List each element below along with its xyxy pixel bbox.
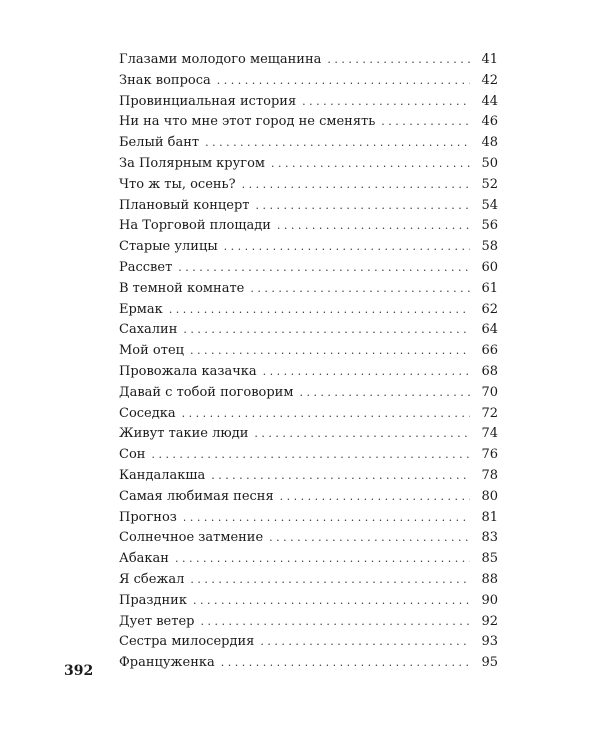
toc-entry-title: Ни на что мне этот город не сменять [119, 114, 376, 130]
toc-entry-page: 50 [481, 155, 498, 171]
dot-leader [269, 528, 470, 549]
dot-leader [182, 404, 470, 425]
dot-leader [255, 196, 470, 217]
table-of-contents [119, 50, 498, 674]
dot-leader [302, 92, 470, 113]
dot-leader [151, 445, 470, 466]
toc-entry-title: Ермак [119, 301, 163, 317]
toc-entry-title: Мой отец [119, 343, 185, 359]
toc-entry-page: 83 [481, 530, 498, 546]
dot-leader [200, 612, 470, 633]
toc-entry-page: 95 [481, 655, 498, 671]
toc-entry [119, 300, 498, 321]
toc-entry-page: 72 [481, 405, 498, 421]
toc-entry-title: Соседка [119, 405, 176, 421]
toc-entry [119, 445, 498, 466]
dot-leader [260, 632, 470, 653]
toc-entry [119, 612, 498, 633]
toc-entry-page: 52 [481, 176, 498, 192]
toc-entry [119, 133, 498, 154]
toc-entry-page: 90 [481, 592, 498, 608]
toc-entry-page: 74 [481, 426, 498, 442]
toc-entry-page: 70 [481, 384, 498, 400]
toc-entry [119, 424, 498, 445]
toc-entry-page: 93 [481, 634, 498, 650]
dot-leader [190, 570, 470, 591]
dot-leader [190, 341, 470, 362]
toc-entry [119, 71, 498, 92]
dot-leader [242, 175, 470, 196]
toc-entry [119, 508, 498, 529]
toc-entry-page: 88 [481, 571, 498, 587]
toc-entry-title: Плановый концерт [119, 197, 250, 213]
toc-entry-page: 41 [481, 52, 498, 67]
toc-entry [119, 175, 498, 196]
toc-entry [119, 50, 498, 71]
toc-entry [119, 549, 498, 570]
toc-entry-title: На Торговой площади [119, 218, 271, 234]
toc-entry-page: 68 [481, 363, 498, 379]
toc-entry-title: Давай с тобой поговорим [119, 384, 294, 400]
dot-leader [327, 50, 470, 71]
dot-leader [381, 112, 470, 133]
dot-leader [175, 549, 470, 570]
toc-entry-page: 44 [481, 93, 498, 109]
dot-leader [224, 237, 470, 258]
toc-entry-title: Солнечное затмение [119, 530, 264, 546]
toc-entry-title: Провожала казачка [119, 363, 257, 379]
toc-entry [119, 341, 498, 362]
toc-entry-page: 60 [481, 259, 498, 275]
toc-entry [119, 487, 498, 508]
dot-leader [217, 71, 470, 92]
toc-entry [119, 92, 498, 113]
dot-leader [178, 258, 470, 279]
dot-leader [263, 362, 470, 383]
page-number: 392 [64, 663, 94, 679]
dot-leader [211, 466, 470, 487]
dot-leader [254, 424, 470, 445]
toc-entry [119, 279, 498, 300]
toc-entry-title: Дует ветер [119, 613, 195, 629]
toc-entry-title: В темной комнате [119, 280, 245, 296]
toc-entry-title: Я сбежал [119, 571, 185, 587]
toc-entry-page: 58 [481, 239, 498, 255]
toc-entry-title: Что ж ты, осень? [119, 176, 236, 192]
toc-entry-page: 64 [481, 322, 498, 338]
toc-entry [119, 320, 498, 341]
toc-entry [119, 112, 498, 133]
toc-entry-title: Живут такие люди [119, 426, 249, 442]
toc-entry-page: 46 [481, 114, 498, 130]
toc-entry-title: За Полярным кругом [119, 155, 266, 171]
dot-leader [299, 383, 470, 404]
toc-entry [119, 653, 498, 674]
toc-entry [119, 591, 498, 612]
toc-entry-page: 85 [481, 551, 498, 567]
toc-entry [119, 404, 498, 425]
toc-entry-title: Самая любимая песня [119, 488, 274, 504]
toc-entry-title: Прогноз [119, 509, 177, 525]
toc-entry [119, 237, 498, 258]
toc-entry [119, 528, 498, 549]
toc-entry-title: Сестра милосердия [119, 634, 255, 650]
dot-leader [277, 216, 470, 237]
toc-entry-page: 48 [481, 135, 498, 151]
toc-entry [119, 632, 498, 653]
toc-entry-title: Сахалин [119, 322, 178, 338]
toc-entry-page: 56 [481, 218, 498, 234]
dot-leader [205, 133, 470, 154]
toc-entry [119, 258, 498, 279]
toc-entry-page: 81 [481, 509, 498, 525]
toc-entry-title: Старые улицы [119, 239, 218, 255]
dot-leader [193, 591, 470, 612]
toc-entry-page: 92 [481, 613, 498, 629]
dot-leader [221, 653, 470, 674]
toc-entry-title: Глазами молодого мещанина [119, 52, 322, 67]
toc-entry-title: Провинциальная история [119, 93, 297, 109]
toc-entry-page: 42 [481, 72, 498, 88]
toc-entry-page: 62 [481, 301, 498, 317]
toc-entry [119, 383, 498, 404]
toc-entry-title: Праздник [119, 592, 187, 608]
toc-entry-title: Знак вопроса [119, 72, 211, 88]
toc-entry [119, 216, 498, 237]
toc-entry [119, 466, 498, 487]
toc-entry-page: 78 [481, 467, 498, 483]
toc-entry-title: Сон [119, 447, 146, 463]
toc-entry-title: Француженка [119, 655, 215, 671]
toc-entry-title: Абакан [119, 551, 169, 567]
toc-entry-page: 54 [481, 197, 498, 213]
dot-leader [271, 154, 470, 175]
toc-entry [119, 154, 498, 175]
toc-entry-page: 61 [481, 280, 498, 296]
toc-entry-page: 80 [481, 488, 498, 504]
dot-leader [169, 300, 470, 321]
toc-entry-title: Кандалакша [119, 467, 206, 483]
dot-leader [183, 320, 470, 341]
toc-entry-title: Белый бант [119, 135, 200, 151]
toc-entry-page: 66 [481, 343, 498, 359]
dot-leader [183, 508, 470, 529]
toc-entry-page: 76 [481, 447, 498, 463]
dot-leader [280, 487, 470, 508]
toc-entry-title: Рассвет [119, 259, 173, 275]
toc-entry [119, 196, 498, 217]
toc-entry [119, 362, 498, 383]
toc-entry [119, 570, 498, 591]
dot-leader [250, 279, 470, 300]
